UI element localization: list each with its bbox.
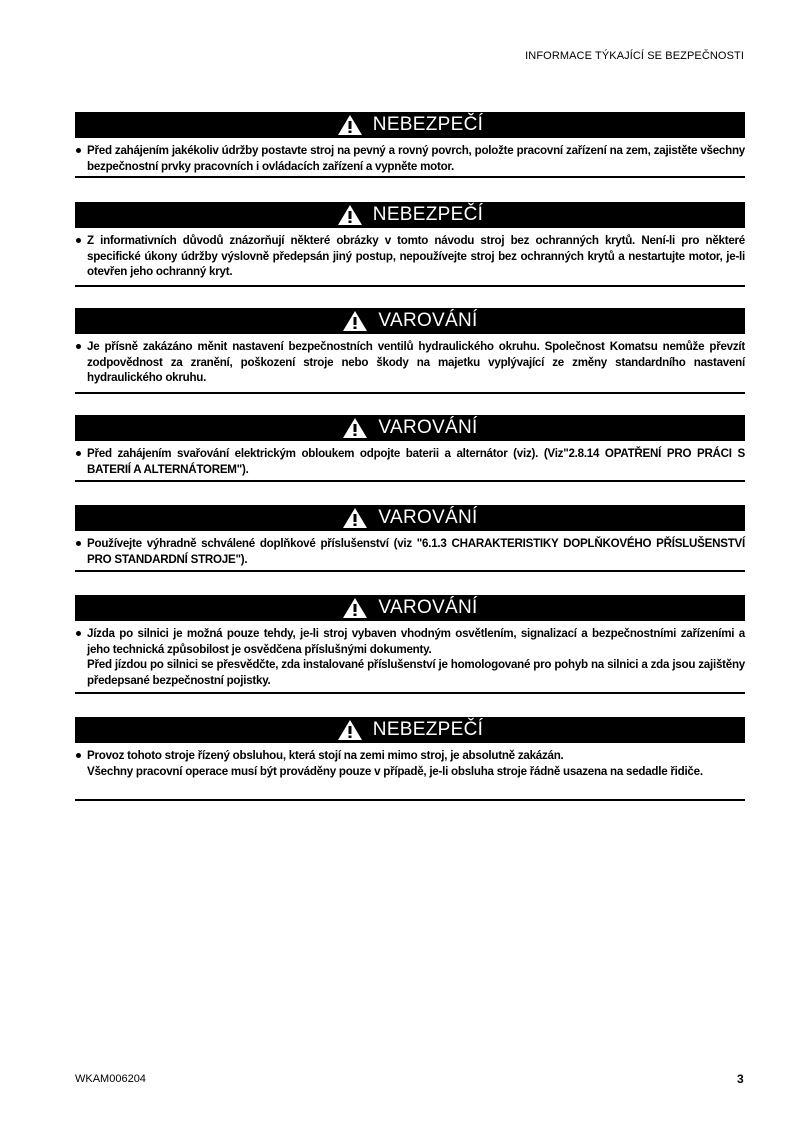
- divider: [75, 392, 745, 394]
- notice-text: Používejte výhradně schválené doplňkové příslušenství (viz "6.1.3 CHARAKTERISTIKY DOPLŇKOVÉHO PŘÍSLUŠENSTVÍ PRO STANDARDNÍ STROJE").: [87, 537, 745, 566]
- divider: [75, 176, 745, 178]
- running-header: INFORMACE TÝKAJÍCÍ SE BEZPEČNOSTI: [525, 50, 744, 62]
- notice-body: [75, 334, 745, 386]
- notice-text: Všechny pracovní operace musí být prováděny pouze v případě, je-li obsluha stroje řádně usazena na sedadle řidiče.: [87, 764, 703, 778]
- warning-triangle-icon: [337, 114, 363, 136]
- notice-label: NEBEZPEČÍ: [372, 719, 484, 740]
- divider: [75, 285, 745, 287]
- bullet-icon: [76, 344, 81, 349]
- notice-header: [75, 595, 745, 621]
- warning-triangle-icon: [337, 204, 363, 226]
- notice-body: [75, 228, 745, 280]
- notice-label: VAROVÁNÍ: [378, 417, 478, 438]
- warning-triangle-icon: [342, 507, 368, 529]
- notice-text: Jízda po silnici je možná pouze tehdy, je-li stroj vybaven vhodným osvětlením, signalizací a bezpečnostními zařízeními a jeho technická způsobilost je osvědčena příslušnými dokumenty.: [87, 627, 745, 656]
- bullet-icon: [76, 541, 81, 546]
- notice-header: [75, 505, 745, 531]
- bullet-icon: [76, 451, 81, 456]
- divider: [75, 480, 745, 482]
- bullet-icon: [76, 753, 81, 758]
- notice-label: VAROVÁNÍ: [378, 597, 478, 618]
- safety-notice: [75, 308, 745, 386]
- bullet-icon: [76, 148, 81, 153]
- notice-label: VAROVÁNÍ: [378, 310, 478, 331]
- notice-body: [75, 743, 745, 779]
- warning-triangle-icon: [337, 719, 363, 741]
- notice-body: [75, 531, 745, 567]
- page-number: 3: [737, 1072, 744, 1086]
- safety-notice: [75, 505, 745, 567]
- notice-header: [75, 308, 745, 334]
- divider: [75, 799, 745, 801]
- notice-text: Před jízdou po silnici se přesvědčte, zda instalované příslušenství je homologované pro pohyb na silnici a zda jsou zajištěny předepsané bezpečnostní pojistky.: [87, 658, 745, 687]
- notice-text: Před zahájením jakékoliv údržby postavte stroj na pevný a rovný povrch, položte pracovní zařízení na zem, zajistěte všechny bezpečnostní prvky pracovních i ovládacích zařízení a vypněte motor.: [87, 144, 745, 173]
- safety-notice: [75, 595, 745, 688]
- notice-header: [75, 415, 745, 441]
- divider: [75, 570, 745, 572]
- notice-header: [75, 717, 745, 743]
- warning-triangle-icon: [342, 597, 368, 619]
- notice-text: Z informativních důvodů znázorňují některé obrázky v tomto návodu stroj bez ochranných krytů. Není-li pro některé specifické úkony údržby výslovně předepsán jiný postup, nepoužívejte stroj bez ochranných krytů a nestartujte motor, je-li otevřen jeho ochranný kryt.: [87, 234, 745, 278]
- document-code: WKAM006204: [75, 1073, 146, 1085]
- bullet-icon: [76, 631, 81, 636]
- warning-triangle-icon: [342, 310, 368, 332]
- notice-text: Před zahájením svařování elektrickým obloukem odpojte baterii a alternátor (viz). (Viz"2.8.14 OPATŘENÍ PRO PRÁCI S BATERIÍ A ALTERNÁTOREM").: [87, 447, 745, 476]
- divider: [75, 692, 745, 694]
- notice-text: Je přísně zakázáno měnit nastavení bezpečnostních ventilů hydraulického okruhu. Společnost Komatsu nemůže převzít zodpovědnost za zranění, poškození stroje nebo škody na majetku vyplývající ze změny standardního nastavení hydraulického okruhu.: [87, 340, 745, 384]
- safety-notice: [75, 202, 745, 280]
- notice-header: [75, 112, 745, 138]
- safety-notice: [75, 112, 745, 174]
- notice-body: [75, 621, 745, 688]
- notice-label: NEBEZPEČÍ: [372, 204, 484, 225]
- warning-triangle-icon: [342, 417, 368, 439]
- notice-text: Provoz tohoto stroje řízený obsluhou, která stojí na zemi mimo stroj, je absolutně zakázán.: [87, 749, 564, 762]
- safety-notice: [75, 717, 745, 779]
- bullet-icon: [76, 238, 81, 243]
- notice-label: VAROVÁNÍ: [378, 507, 478, 528]
- notice-label: NEBEZPEČÍ: [372, 114, 484, 135]
- notice-body: [75, 138, 745, 174]
- notice-header: [75, 202, 745, 228]
- safety-notice: [75, 415, 745, 477]
- notice-body: [75, 441, 745, 477]
